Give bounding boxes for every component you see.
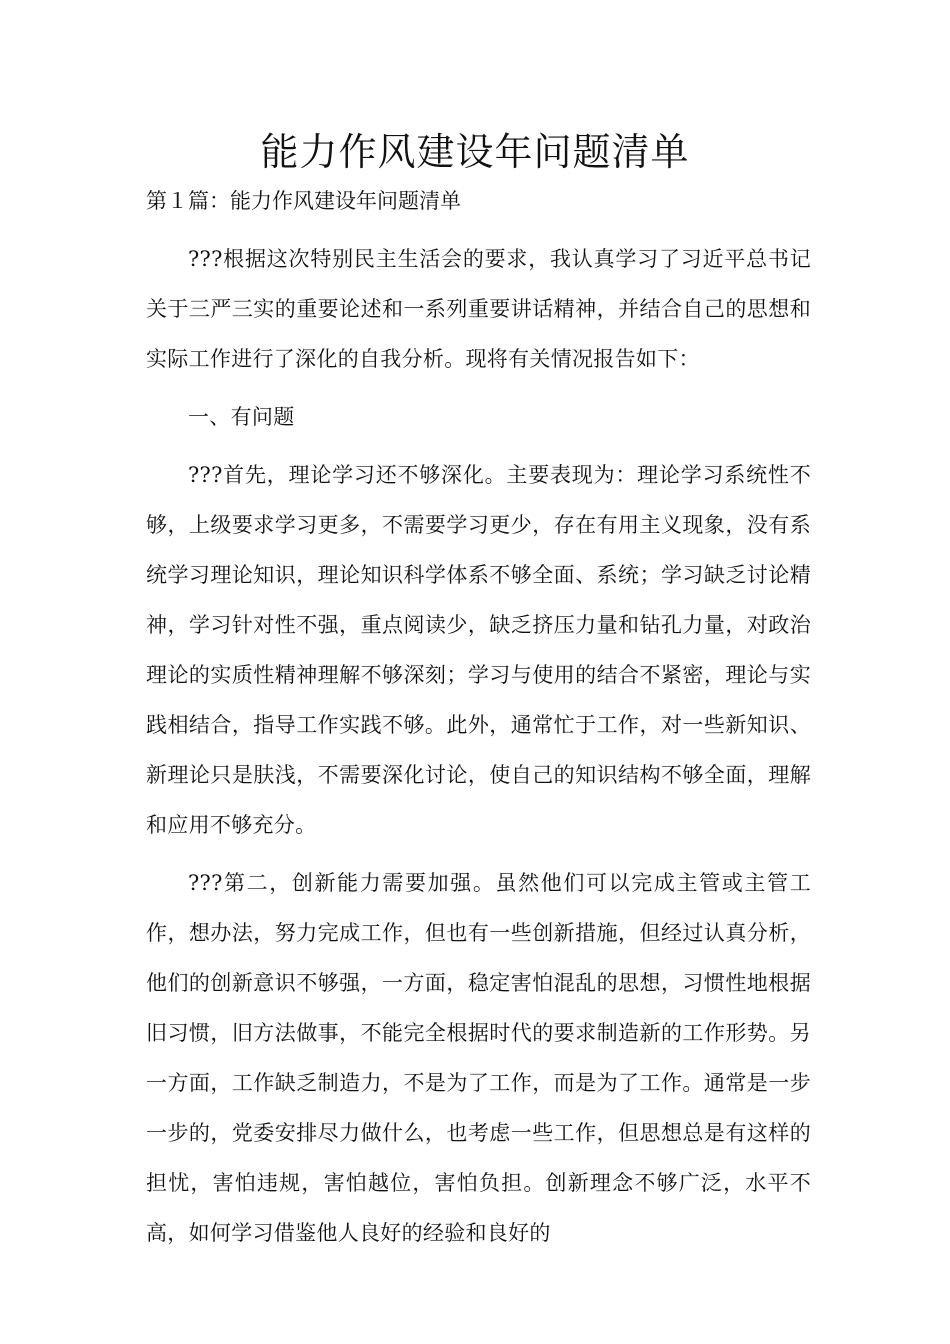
section-heading: 一、有问题 (188, 405, 295, 429)
document-subtitle: 第１篇：能力作风建设年问题清单 (146, 189, 461, 213)
paragraph-intro: ???根据这次特别民主生活会的要求，我认真学习了习近平总书记关于三严三实的重要论述和一系列重要讲话精神，并结合自己的思想和实际工作进行了深化的自我分析。现将有关情况报告如下： (146, 247, 811, 371)
document-body (146, 234, 811, 1266)
paragraph-second-issue: ???第二，创新能力需要加强。虽然他们可以完成主管或主管工作，想办法，努力完成工作，但也有一些创新措施，但经过认真分析，他们的创新意识不够强，一方面，稳定害怕混乱的思想，习惯性地根据旧习惯，旧方法做事，不能完全根据时代的要求制造新的工作形势。另一方面，工作缺乏制造力，不是为了工作，而是为了工作。通常是一步一步的，党委安排尽力做什么，也考虑一些工作，但思想总是有这样的担忧，害怕违规，害怕越位，害怕负担。创新理念不够广泛，水平不高，如何学习借鉴他人良好的经验和良好的 (146, 871, 811, 1245)
document-title: 能力作风建设年问题清单 (260, 130, 690, 174)
paragraph-first-issue: ???首先，理论学习还不够深化。主要表现为：理论学习系统性不够，上级要求学习更多，不需要学习更少，存在有用主义现象，没有系统学习理论知识，理论知识科学体系不够全面、系统；学习缺乏讨论精神，学习针对性不强，重点阅读少，缺乏挤压力量和钻孔力量，对政治理论的实质性精神理解不够深刻；学习与使用的结合不紧密，理论与实践相结合，指导工作实践不够。此外，通常忙于工作，对一些新知识、新理论只是肤浅，不需要深化讨论，使自己的知识结构不够全面，理解和应用不够充分。 (146, 463, 811, 837)
